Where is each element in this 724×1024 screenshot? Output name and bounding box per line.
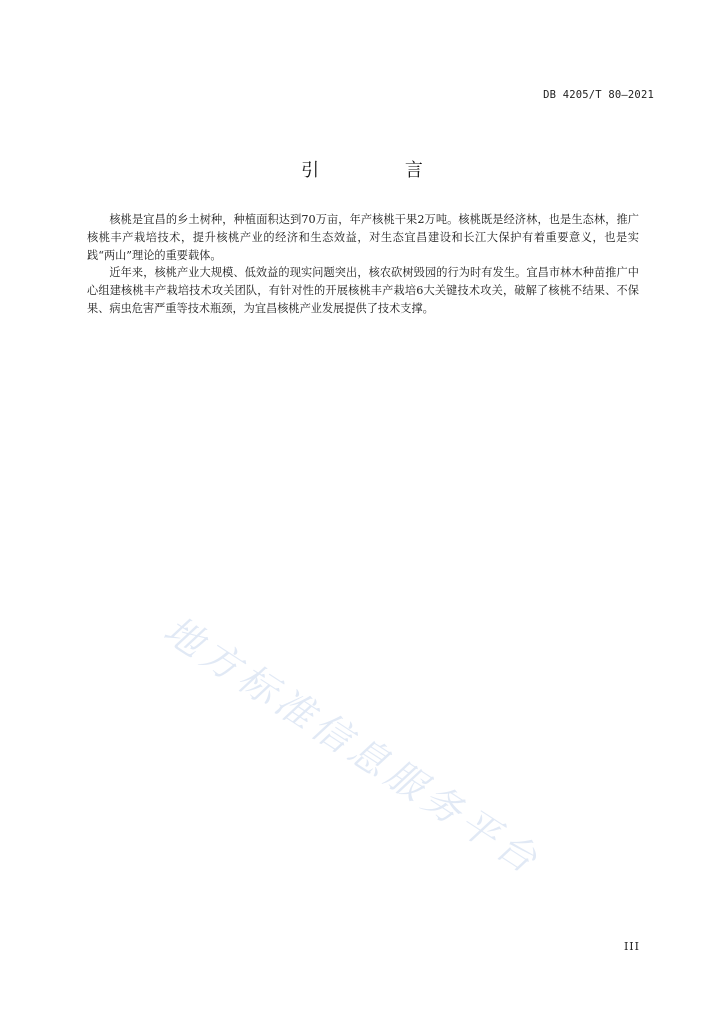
body-text: [87, 211, 639, 318]
paragraph-2: 近年来，核桃产业大规模、低效益的现实问题突出，核农砍树毁园的行为时有发生。宜昌市林木种苗推广中心组建核桃丰产栽培技术攻关团队，有针对性的开展核桃丰产栽培6大关键技术攻关，破解了核桃不结果、不保果、病虫危害严重等技术瓶颈，为宜昌核桃产业发展提供了技术支撑。: [87, 266, 639, 315]
watermark: 地方标准信息服务平台: [156, 607, 550, 885]
paragraph-1: 核桃是宜昌的乡土树种，种植面积达到70万亩，年产核桃干果2万吨。核桃既是经济林，也是生态林，推广核桃丰产栽培技术，提升核桃产业的经济和生态效益，对生态宜昌建设和长江大保护有着重要意义，也是实践“两山”理论的重要载体。: [87, 213, 639, 262]
page-number: III: [623, 940, 640, 953]
page-title: 引 言: [301, 160, 463, 181]
document-code: DB 4205/T 80—2021: [543, 89, 654, 101]
